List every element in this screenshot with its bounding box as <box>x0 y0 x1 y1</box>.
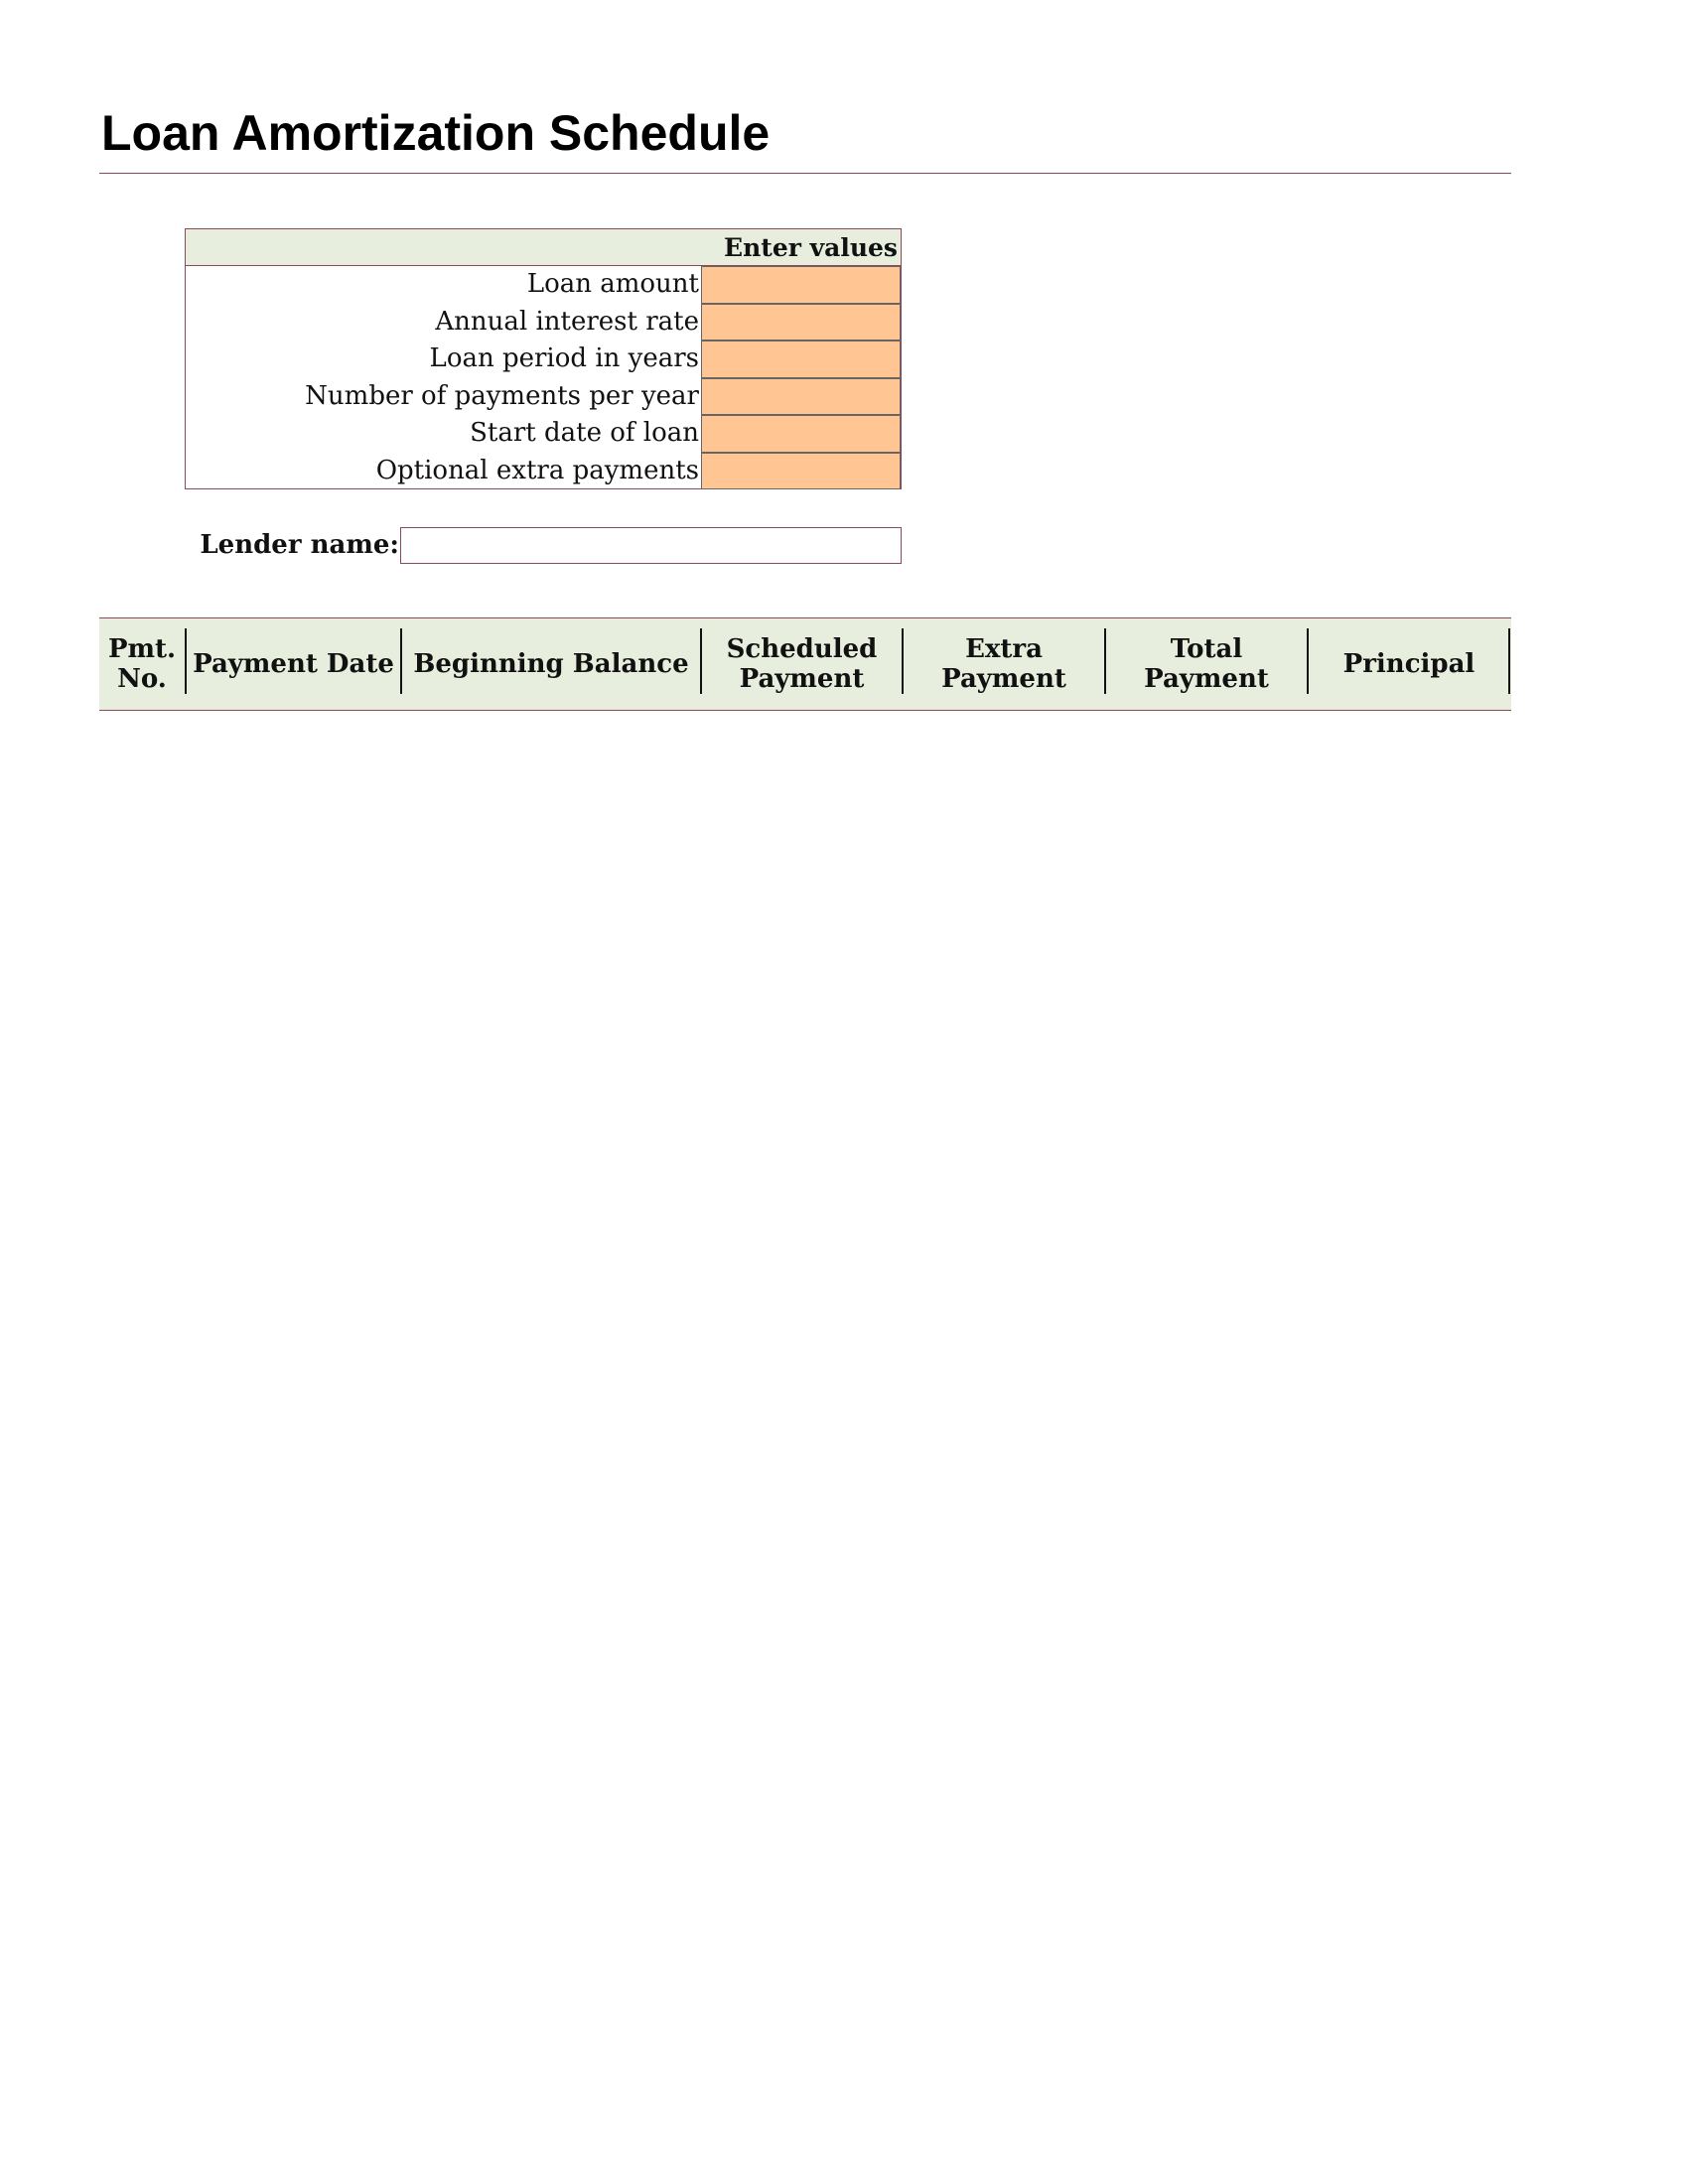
title-divider <box>99 173 1511 174</box>
enter-values-header: Enter values <box>186 229 901 266</box>
col-header-payment-date: Payment Date <box>193 649 394 679</box>
loan-period-field[interactable] <box>701 341 901 378</box>
input-row-payments-per-year <box>186 378 901 416</box>
col-header-total-payment: Total Payment <box>1144 634 1269 694</box>
loan-amount-label: Loan amount <box>526 269 699 299</box>
interest-rate-field[interactable] <box>701 304 901 341</box>
input-row-loan-period <box>186 341 901 378</box>
col-header-extra-payment: Extra Payment <box>941 634 1066 694</box>
payments-per-year-label: Number of payments per year <box>305 380 699 411</box>
loan-input-table <box>185 228 902 489</box>
lender-name-field[interactable] <box>400 527 902 564</box>
col-header-scheduled-payment: Scheduled Payment <box>726 634 878 694</box>
payments-per-year-field[interactable] <box>701 378 901 416</box>
start-date-field[interactable] <box>701 415 901 453</box>
input-row-loan-amount <box>186 266 901 304</box>
start-date-label: Start date of loan <box>470 418 699 448</box>
extra-payments-field[interactable] <box>701 453 901 490</box>
col-divider <box>1508 628 1510 694</box>
loan-period-label: Loan period in years <box>429 343 699 373</box>
col-header-pmt-no: Pmt. No. <box>107 634 177 694</box>
lender-name-label: Lender name: <box>200 530 399 560</box>
input-row-extra-payments <box>186 453 901 490</box>
col-header-beginning-balance: Beginning Balance <box>413 649 689 679</box>
page-title: Loan Amortization Schedule <box>101 105 771 161</box>
schedule-header-row <box>99 617 1511 711</box>
input-row-start-date <box>186 415 901 453</box>
input-row-interest-rate <box>186 304 901 341</box>
col-header-principal: Principal <box>1342 649 1476 679</box>
extra-payments-label: Optional extra payments <box>375 455 699 485</box>
interest-rate-label: Annual interest rate <box>435 306 699 337</box>
loan-amount-field[interactable] <box>701 266 901 304</box>
